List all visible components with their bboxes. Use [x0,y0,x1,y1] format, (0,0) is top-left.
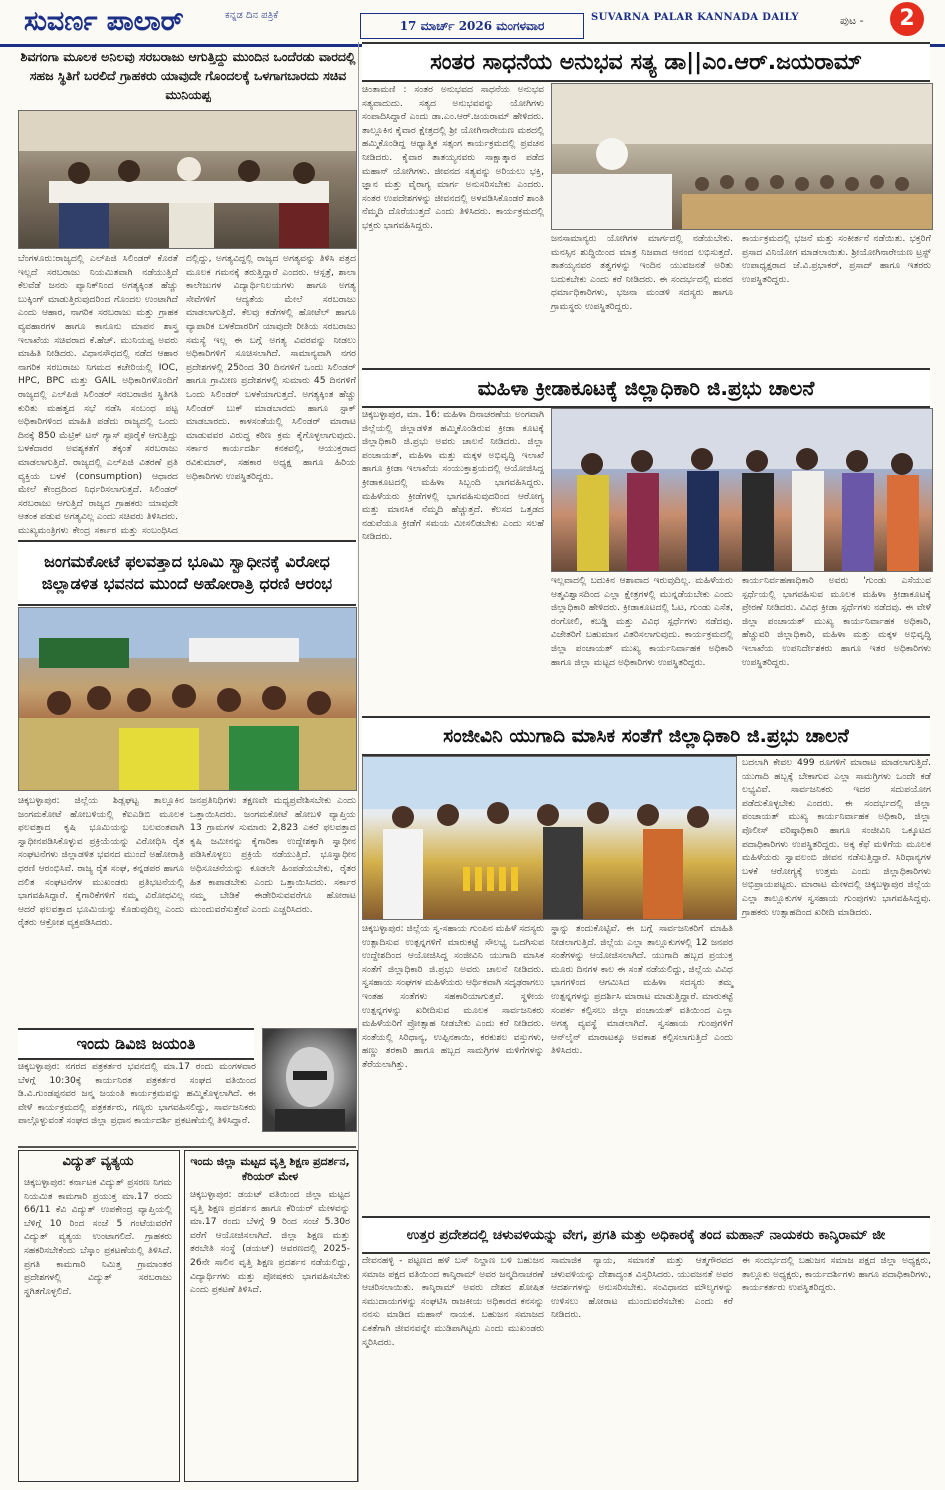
article-kanshiram-headline [362,1216,930,1254]
article-shivaganga-headline: ಶಿವಗಂಗಾ ಮೂಲಕ ಅನಿಲವು ಸರಬರಾಜು ಆಗುತ್ತಿದ್ದು ಮುಂದಿನ ಒಂದೆರಡು ವಾರದಲ್ಲಿ ಸಹಜ ಸ್ಥಿತಿಗೆ ಬರಲಿದೆ ಗ್ರಾಹಕರು ಯಾವುದೇ ಗೊಂದಲಕ್ಕೆ ಒಳಗಾಗಬಾರದು ಸಚಿವ ಮುನಿಯಪ್ಪ [20,49,356,102]
article-jayaram-col1: ಚಿಂತಾಮಣಿ : ಸಂತರ ಅನುಭವದ ಸಾಧನೆಯ ಅನುಭವ ಸತ್ಯವಾದುದು. ಸತ್ಯದ ಅನುಭವವನ್ನು ಯೋಗಿಗಳು ಸಂಪಾದಿಸಿದ್ದಾರೆ ಎಂದು ಡಾ.ಎಂ.ಆರ್.ಜಯರಾಮ್ ಹೇಳಿದರು. ತಾಲ್ಲೂಕಿನ ಕೈವಾರ ಕ್ಷೇತ್ರದಲ್ಲಿ ಶ್ರೀ ಯೋಗಿನಾರೇಯಣ ಮಠದಲ್ಲಿ ಹಮ್ಮಿಕೊಂಡಿದ್ದ ಆಧ್ಯಾತ್ಮಿಕ ಸತ್ಸಂಗ ಕಾರ್ಯಕ್ರಮದಲ್ಲಿ ಪ್ರವಚನ ನೀಡಿದರು. ಕೈವಾರ ತಾತಯ್ಯನವರು ಸಾಕ್ಷಾತ್ಕಾರ ಪಡೆದ ಮಹಾನ್ ಯೋಗಿಗಳು. ಜೀವನದ ಸತ್ಯವನ್ನು ಅರಿಯಲು ಭಕ್ತಿ, ಜ್ಞಾನ ಮತ್ತು ವೈರಾಗ್ಯ ಮಾರ್ಗ ಅನುಸರಿಸಬೇಕು ಎಂದರು. ಸಂತರ ಉಪದೇಶಗಳನ್ನು ಜೀವನದಲ್ಲಿ ಅಳವಡಿಸಿಕೊಂಡರೆ ಶಾಂತಿ ನೆಮ್ಮದಿ ದೊರೆಯುತ್ತದೆ ಎಂದು ತಿಳಿಸಿದರು. ಕಾರ್ಯಕ್ರಮದಲ್ಲಿ ಭಕ್ತರು ಭಾಗವಹಿಸಿದ್ದರು. [362,84,544,231]
photo-gas-meeting [18,110,357,249]
article-vidyut-body: ಚಿಕ್ಕಬಳ್ಳಾಪುರ: ಕರ್ನಾಟಕ ವಿದ್ಯುತ್ ಪ್ರಸರಣ ನಿಗಮ ನಿಯಮಿತ ಕಾಮಗಾರಿ ಪ್ರಯುಕ್ತ ಮಾ.17 ರಂದು 66/11 ಕೆವಿ ವಿದ್ಯುತ್ ಉಪಕೇಂದ್ರ ವ್ಯಾಪ್ತಿಯಲ್ಲಿ ಬೆಳಿಗ್ಗೆ 10 ರಿಂದ ಸಂಜೆ 5 ಗಂಟೆಯವರೆಗೆ ವಿದ್ಯುತ್ ವ್ಯತ್ಯಯ ಉಂಟಾಗಲಿದೆ. ಗ್ರಾಹಕರು ಸಹಕರಿಸಬೇಕೆಂದು ಬೆಸ್ಕಾಂ ಪ್ರಕಟಣೆಯಲ್ಲಿ ತಿಳಿಸಿದೆ. ಪ್ರಗತಿ ಕಾಮಗಾರಿ ನಿಮಿತ್ತ ಗ್ರಾಮಾಂತರ ಪ್ರದೇಶಗಳಲ್ಲಿ ವಿದ್ಯುತ್ ಸರಬರಾಜು ಸ್ಥಗಿತಗೊಳ್ಳಲಿದೆ. [24,1177,172,1297]
column-divider [358,42,359,1482]
fair-illustration [363,757,736,919]
article-sanjeevini-headline [362,716,930,756]
page-label: ಪುಟ - [840,14,864,27]
article-vidyut-headline: ವಿದ್ಯುತ್ ವ್ಯತ್ಯಯ [62,1154,134,1169]
article-kanshiram-col2: ಸಾಮಾಜಿಕ ನ್ಯಾಯ, ಸಮಾನತೆ ಮತ್ತು ಆತ್ಮಗೌರವದ ಚಳುವಳಿಯನ್ನು ದೇಶಾದ್ಯಂತ ವಿಸ್ತರಿಸಿದರು. ಯುವಜನತೆ ಅವರ ಆದರ್ಶಗಳನ್ನು ಅನುಸರಿಸಬೇಕು. ಸಂವಿಧಾನದ ಮೌಲ್ಯಗಳನ್ನು ಉಳಿಸಲು ಹೋರಾಟ ಮುಂದುವರೆಸಬೇಕು ಎಂದು ಕರೆ ನೀಡಿದರು. [551,1255,733,1321]
article-jangamakote-col1: ಚಿಕ್ಕಬಳ್ಳಾಪುರ: ಜಿಲ್ಲೆಯ ಶಿಡ್ಲಘಟ್ಟ ತಾಲ್ಲೂಕಿನ ಜಂಗಮಕೋಟೆ ಹೋಬಳಿಯಲ್ಲಿ ಕೆಐಎಡಿಬಿ ಮೂಲಕ ಫಲವತ್ತಾದ ಕೃಷಿ ಭೂಮಿಯನ್ನು ಬಲವಂತವಾಗಿ ಸ್ವಾಧೀನಪಡಿಸಿಕೊಳ್ಳುವ ಪ್ರಕ್ರಿಯೆಯನ್ನು ವಿರೋಧಿಸಿ ರೈತ ಸಂಘಟನೆಗಳು ಜಿಲ್ಲಾಡಳಿತ ಭವನದ ಮುಂದೆ ಅಹೋರಾತ್ರಿ ಧರಣಿ ಆರಂಭಿಸಿವೆ. ರಾಜ್ಯ ರೈತ ಸಂಘ, ಕನ್ನಡಪರ ಹಾಗೂ ದಲಿತ ಸಂಘಟನೆಗಳ ಮುಖಂಡರು ಪ್ರತಿಭಟನೆಯಲ್ಲಿ ಭಾಗವಹಿಸಿದ್ದಾರೆ. ಕೈಗಾರಿಕೆಗಳಿಗೆ ನಮ್ಮ ವಿರೋಧವಿಲ್ಲ ಆದರೆ ಫಲವತ್ತಾದ ಭೂಮಿಯನ್ನು ಕೊಡುವುದಿಲ್ಲ ಎಂದು ರೈತರು ಆಕ್ರೋಶ ವ್ಯಕ್ತಪಡಿಸಿದರು. [18,795,184,929]
protest-illustration [19,608,356,790]
newspaper-brand: ಸುವರ್ಣ ಪಾಲಾರ್ [24,6,184,37]
article-jayaram-headline [362,42,930,82]
photo-sports-inauguration [551,408,933,572]
gathering-illustration [552,84,932,229]
article-sanjeevini-col2: ಸ್ಥಾನ್ನು ತಂದುಕೊಟ್ಟಿವೆ. ಈ ಬಗ್ಗೆ ಸಾರ್ವಜನಿಕರಿಗೆ ಮಾಹಿತಿ ನೀಡಲಾಗುತ್ತಿದೆ. ಜಿಲ್ಲೆಯ ಎಲ್ಲಾ ತಾಲ್ಲೂಕುಗಳಲ್ಲಿ 12 ಜನಪರ ಸಂತೆಗಳನ್ನು ಆಯೋಜಿಸಲಾಗಿದೆ. ಯುಗಾದಿ ಹಬ್ಬದ ಪ್ರಯುಕ್ತ ಮೂರು ದಿನಗಳ ಕಾಲ ಈ ಸಂತೆ ನಡೆಯಲಿದ್ದು, ಜಿಲ್ಲೆಯ ವಿವಿಧ ಭಾಗಗಳಿಂದ ಆಗಮಿಸಿದ ಮಹಿಳಾ ಸದಸ್ಯರು ತಮ್ಮ ಉತ್ಪನ್ನಗಳನ್ನು ಪ್ರದರ್ಶಿಸಿ ಮಾರಾಟ ಮಾಡುತ್ತಿದ್ದಾರೆ. ಮಾರುಕಟ್ಟೆ ಸಂಪರ್ಕ ಕಲ್ಪಿಸಲು ಜಿಲ್ಲಾ ಪಂಚಾಯತ್ ವತಿಯಿಂದ ಎಲ್ಲಾ ಅಗತ್ಯ ವ್ಯವಸ್ಥೆ ಮಾಡಲಾಗಿದೆ. ಸ್ವಸಹಾಯ ಗುಂಪುಗಳಿಗೆ ಆನ್‌ಲೈನ್ ಮಾರಾಟಕ್ಕೂ ಅವಕಾಶ ಕಲ್ಪಿಸಲಾಗುತ್ತಿದೆ ಎಂದು ತಿಳಿಸಿದರು. [551,923,733,1057]
sanjeevini-headline-text: ಸಂಜೀವಿನಿ ಯುಗಾದಿ ಮಾಸಿಕ ಸಂತೆಗೆ ಜಿಲ್ಲಾಧಿಕಾರಿ ಜಿ.ಪ್ರಭು ಚಾಲನೆ [443,725,849,747]
article-kanshiram-col1: ದೇವನಹಳ್ಳಿ - ಪಟ್ಟಣದ ಹಳೆ ಬಸ್ ನಿಲ್ದಾಣ ಬಳಿ ಬಹುಜನ ಸಮಾಜ ಪಕ್ಷದ ವತಿಯಿಂದ ಕಾನ್ಶಿರಾಮ್ ಅವರ ಜನ್ಮದಿನಾಚರಣೆ ಆಚರಿಸಲಾಯಿತು. ಕಾನ್ಶಿರಾಮ್ ಅವರು ದೇಶದ ಶೋಷಿತ ಸಮುದಾಯಗಳನ್ನು ಸಂಘಟಿಸಿ ರಾಜಕೀಯ ಅಧಿಕಾರದ ಕನಸನ್ನು ನನಸು ಮಾಡಿದ ಮಹಾನ್ ನಾಯಕ. ಬಹುಜನ ಸಮಾಜದ ಏಕತೆಗಾಗಿ ಜೀವನವನ್ನೇ ಮುಡಿಪಾಗಿಟ್ಟರು ಎಂದು ಮುಖಂಡರು ಸ್ಮರಿಸಿದರು. [362,1255,544,1348]
article-sports-col2: ಇಲ್ಲವಾದಲ್ಲಿ ಬದುಕಿನ ಆಶಾವಾದ ಇರುವುದಿಲ್ಲ. ಮಹಿಳೆಯರು ಆತ್ಮವಿಶ್ವಾಸದಿಂದ ಎಲ್ಲಾ ಕ್ಷೇತ್ರಗಳಲ್ಲಿ ಮುನ್ನಡೆಯಬೇಕು ಎಂದು ಜಿಲ್ಲಾಧಿಕಾರಿ ಹೇಳಿದರು. ಕ್ರೀಡಾಕೂಟದಲ್ಲಿ ಓಟ, ಗುಂಡು ಎಸೆತ, ರಂಗೋಲಿ, ಕಬಡ್ಡಿ ಮತ್ತು ವಿವಿಧ ಸ್ಪರ್ಧೆಗಳು ನಡೆದವು. ವಿಜೇತರಿಗೆ ಬಹುಮಾನ ವಿತರಿಸಲಾಗುವುದು. ಕಾರ್ಯಕ್ರಮದಲ್ಲಿ ಜಿಲ್ಲಾ ಪಂಚಾಯತ್ ಮುಖ್ಯ ಕಾರ್ಯನಿರ್ವಾಹಕ ಅಧಿಕಾರಿ ಹಾಗೂ ಜಿಲ್ಲಾ ಮಟ್ಟದ ಅಧಿಕಾರಿಗಳು ಉಪಸ್ಥಿತರಿದ್ದರು. [551,575,733,668]
jangamakote-headline-text: ಜಂಗಮಕೋಟೆ ಫಲವತ್ತಾದ ಭೂಮಿ ಸ್ವಾಧೀನಕ್ಕೆ ವಿರೋಧ ಜಿಲ್ಲಾಡಳಿತ ಭವನದ ಮುಂದೆ ಅಹೋರಾತ್ರಿ ಧರಣಿ ಆರಂಭ [41,552,333,593]
jayaram-headline-text: ಸಂತರ ಸಾಧನೆಯ ಅನುಭವ ಸತ್ಯ ಡಾ||ಎಂ.ಆರ್.ಜಯರಾಮ್ [430,49,862,75]
meeting-illustration [19,111,356,248]
divider [18,1146,356,1148]
page-number-badge: 2 [890,2,924,36]
article-shivaganga-col1: ಬೆಂಗಳೂರು:ರಾಜ್ಯದಲ್ಲಿ ಎಲ್‌ಪಿಜಿ ಸಿಲಿಂಡರ್ ಕೊರತೆ ಇಲ್ಲದೆ ಸರಬರಾಜು ನಿಯಮಿತವಾಗಿ ನಡೆಯುತ್ತಿದೆ ಕೆಲವೆಡೆ ಜನರು ಪ್ಯಾನಿಕ್‌ನಿಂದ ಅಗತ್ಯಕ್ಕಿಂತ ಹೆಚ್ಚು ಬುಕ್ಕಿಂಗ್ ಮಾಡುತ್ತಿರುವುದರಿಂದ ಗೊಂದಲ ಉಂಟಾಗಿದೆ ಎಂದು ಆಹಾರ, ನಾಗರಿಕ ಸರಬರಾಜು ಮತ್ತು ಗ್ರಾಹಕ ವ್ಯವಹಾರಗಳ ಹಾಗೂ ಕಾನೂನು ಮಾಪನ ಶಾಸ್ತ್ರ ಇಲಾಖೆಯ ಸಚಿವರಾದ ಕೆ.ಹೆಚ್. ಮುನಿಯಪ್ಪ ಅವರು ಮಾಹಿತಿ ನೀಡಿದರು. ವಿಧಾನಸೌಧದಲ್ಲಿ ನಡೆದ ಆಹಾರ ನಾಗರಿಕ ಸರಬರಾಜು ನಿಗಮದ ಕಚೇರಿಯಲ್ಲಿ IOC, HPC, BPC ಮತ್ತು GAIL ಅಧಿಕಾರಿಗಳೊಂದಿಗೆ ರಾಜ್ಯದಲ್ಲಿ ಎಲ್‌ಪಿಜಿ ಸಿಲಿಂಡರ್ ಸರಬರಾಜಿನ ಸ್ಥಿತಿಗತಿ ಕುರಿತು ಮಹತ್ವದ ಸಭೆ ನಡೆಸಿ ಸಂಬಂಧ ಪಟ್ಟ ಅಧಿಕಾರಿಗಳಿಂದ ಮಾಹಿತಿ ಪಡೆದು ರಾಜ್ಯದಲ್ಲಿ ಒಂದು ದಿನಕ್ಕೆ 850 ಮೆಟ್ರಿಕ್ ಟನ್ ಗ್ಯಾಸ್ ಪೂರೈಕೆ ಆಗುತ್ತಿದ್ದು ಬಳಕೆದಾರರ ಅವಶ್ಯಕತೆಗೆ ತಕ್ಕಂತೆ ಸರಬರಾಜು ಮಾಡಲಾಗುತ್ತಿದೆ. ರಾಜ್ಯದಲ್ಲಿ ಎಲ್‌ಪಿಜಿ ವಿತರಣೆ ಪ್ರತಿ ವ್ಯಕ್ತಿಯ ಬಳಕೆ (consumption) ಆಧಾರದ ಮೇಲೆ ಕೇಂದ್ರದಿಂದ ನಿರ್ಧರಿಸಲಾಗುತ್ತದೆ. ಸಿಲಿಂಡರ್ ಸರಬರಾಜು ಆಗುತ್ತಿದೆ ರಾಜ್ಯದ ಗ್ರಾಹಕರು ಯಾವುದೇ ಆತಂಕ ಪಡುವ ಅಗತ್ಯವಿಲ್ಲ ಎಂದು ಸಚಿವರು ತಿಳಿಸಿದರು. ಮುಖ್ಯಮಂತ್ರಿಗಳು ಕೇಂದ್ರ ಸರ್ಕಾರ ಮತ್ತು ಸಂಬಂಧಿಸಿದ [18,253,178,536]
issue-date: 17 ಮಾರ್ಚ್ 2026 ಮಂಗಳವಾರ [360,13,584,39]
article-kanshiram-col3: ಈ ಸಂದರ್ಭದಲ್ಲಿ ಬಹುಜನ ಸಮಾಜ ಪಕ್ಷದ ಜಿಲ್ಲಾ ಅಧ್ಯಕ್ಷರು, ತಾಲ್ಲೂಕು ಅಧ್ಯಕ್ಷರು, ಕಾರ್ಯದರ್ಶಿಗಳು ಹಾಗೂ ಪದಾಧಿಕಾರಿಗಳು, ಕಾರ್ಯಕರ್ತರು ಉಪಸ್ಥಿತರಿದ್ದರು. [742,1255,931,1294]
portrait-illustration [263,1029,356,1131]
article-vrutti-headline: ಇಂದು ಜಿಲ್ಲಾ ಮಟ್ಟದ ವೃತ್ತಿ ಶಿಕ್ಷಣ ಪ್ರದರ್ಶನ, ಕೆರಿಯರ್ ಮೇಳ [190,1155,350,1183]
article-sports-col1: ಚಿಕ್ಕಬಳ್ಳಾಪುರ, ಮಾ. 16: ಮಹಿಳಾ ದಿನಾಚರಣೆಯ ಅಂಗವಾಗಿ ಜಿಲ್ಲೆಯಲ್ಲಿ ಜಿಲ್ಲಾಡಳಿತ ಹಮ್ಮಿಕೊಂಡಿರುವ ಕ್ರೀಡಾ ಕೂಟಕ್ಕೆ ಜಿಲ್ಲಾಧಿಕಾರಿ ಜಿ.ಪ್ರಭು ಅವರು ಚಾಲನೆ ನೀಡಿದರು. ಜಿಲ್ಲಾ ಪಂಚಾಯತ್, ಮಹಿಳಾ ಮತ್ತು ಮಕ್ಕಳ ಅಭಿವೃದ್ಧಿ ಇಲಾಖೆ ಹಾಗೂ ಕ್ರೀಡಾ ಇಲಾಖೆಯ ಸಂಯುಕ್ತಾಶ್ರಯದಲ್ಲಿ ಆಯೋಜಿಸಿದ್ದ ಕ್ರೀಡಾಕೂಟದಲ್ಲಿ ಮಹಿಳಾ ಸಿಬ್ಬಂದಿ ಭಾಗವಹಿಸಿದ್ದರು. ಮಹಿಳೆಯರು ಕ್ರೀಡೆಗಳಲ್ಲಿ ಭಾಗವಹಿಸುವುದರಿಂದ ಆರೋಗ್ಯ ಮತ್ತು ಮಾನಸಿಕ ನೆಮ್ಮದಿ ಹೆಚ್ಚುತ್ತದೆ. ಕೆಲಸದ ಒತ್ತಡದ ನಡುವೆಯೂ ಕ್ರೀಡೆಗೆ ಸಮಯ ಮೀಸಲಿಡಬೇಕು ಎಂದು ಸಲಹೆ ನೀಡಿದರು. [362,409,544,543]
article-dvg-body: ಚಿಕ್ಕಬಳ್ಳಾಪುರ: ನಗರದ ಪತ್ರಕರ್ತರ ಭವನದಲ್ಲಿ ಮಾ.17 ರಂದು ಮಂಗಳವಾರ ಬೆಳಗ್ಗೆ 10:30ಕ್ಕೆ ಕಾರ್ಯನಿರತ ಪತ್ರಕರ್ತರ ಸಂಘದ ವತಿಯಿಂದ ಡಿ.ವಿ.ಗುಂಡಪ್ಪನವರ ಜನ್ಮ ಜಯಂತಿ ಕಾರ್ಯಕ್ರಮವನ್ನು ಹಮ್ಮಿಕೊಳ್ಳಲಾಗಿದೆ. ಈ ವೇಳೆ ಕಾರ್ಯಕ್ರಮದಲ್ಲಿ ಪತ್ರಕರ್ತರು, ಗಣ್ಯರು ಭಾಗವಹಿಸಲಿದ್ದು, ಸಾರ್ವಜನಿಕರು ಪಾಲ್ಗೊಳ್ಳುವಂತೆ ಸಂಘದ ಜಿಲ್ಲಾ ಪ್ರಧಾನ ಕಾರ್ಯದರ್ಶಿ ಪ್ರಕಟಣೆಯಲ್ಲಿ ತಿಳಿಸಿದ್ದಾರೆ. [18,1061,256,1127]
kanshiram-headline-text: ಉತ್ತರ ಪ್ರದೇಶದಲ್ಲಿ ಚಳುವಳಿಯನ್ನು ವೇಗ, ಪ್ರಗತಿ ಮತ್ತು ಅಧಿಕಾರಕ್ಕೆ ತಂದ ಮಹಾನ್ ನಾಯಕರು ಕಾನ್ಶಿರಾಮ್ ಜೀ [406,1227,886,1243]
inauguration-illustration [552,409,932,571]
article-sanjeevini-col3: ಬದಲಾಗಿ ಕೇವಲ 499 ರೂಗಳಿಗೆ ಮಾರಾಟ ಮಾಡಲಾಗುತ್ತಿದೆ. ಯುಗಾದಿ ಹಬ್ಬಕ್ಕೆ ಬೇಕಾಗುವ ಎಲ್ಲಾ ಸಾಮಗ್ರಿಗಳು ಒಂದೇ ಕಡೆ ಲಭ್ಯವಿವೆ. ಸಾರ್ವಜನಿಕರು ಇದರ ಸದುಪಯೋಗ ಪಡೆದುಕೊಳ್ಳಬೇಕು ಎಂದರು. ಈ ಸಂದರ್ಭದಲ್ಲಿ ಜಿಲ್ಲಾ ಪಂಚಾಯತ್ ಮುಖ್ಯ ಕಾರ್ಯನಿರ್ವಾಹಕ ಅಧಿಕಾರಿ, ಜಿಲ್ಲಾ ಪೊಲೀಸ್ ವರಿಷ್ಠಾಧಿಕಾರಿ ಹಾಗೂ ಸಂಜೀವಿನಿ ಒಕ್ಕೂಟದ ಪದಾಧಿಕಾರಿಗಳು ಉಪಸ್ಥಿತರಿದ್ದರು. ಅಕ್ಕ ಕೆಫೆ ಮಳಿಗೆಯ ಮೂಲಕ ಮಹಿಳೆಯರು ಸ್ವಾವಲಂಬಿ ಜೀವನ ನಡೆಸುತ್ತಿದ್ದಾರೆ. ಸಿರಿಧಾನ್ಯಗಳ ಬಳಕೆ ಆರೋಗ್ಯಕ್ಕೆ ಉತ್ತಮ ಎಂದು ಜಿಲ್ಲಾಧಿಕಾರಿಗಳು ಅಭಿಪ್ರಾಯಪಟ್ಟರು. ಮಾರಾಟ ಮೇಳದಲ್ಲಿ ಚಿಕ್ಕಬಳ್ಳಾಪುರ ಜಿಲ್ಲೆಯ ಎಲ್ಲಾ ತಾಲ್ಲೂಕುಗಳ ಸ್ವಸಹಾಯ ಗುಂಪುಗಳು ಭಾಗವಹಿಸಿದ್ದವು. ಗ್ರಾಹಕರು ಉತ್ಸಾಹದಿಂದ ಖರೀದಿ ಮಾಡಿದರು. [742,757,931,918]
article-sanjeevini-col1: ಚಿಕ್ಕಬಳ್ಳಾಪುರ: ಜಿಲ್ಲೆಯ ಸ್ವ-ಸಹಾಯ ಗುಂಪಿನ ಮಹಿಳೆ ಸದಸ್ಯರು ಉತ್ಪಾದಿಸುವ ಉತ್ಪನ್ನಗಳಿಗೆ ಮಾರುಕಟ್ಟೆ ಸೌಲಭ್ಯ ಒದಗಿಸುವ ಉದ್ದೇಶದಿಂದ ಆಯೋಜಿಸಿದ್ದ ಸಂಜೀವಿನಿ ಯುಗಾದಿ ಮಾಸಿಕ ಸಂತೆಗೆ ಜಿಲ್ಲಾಧಿಕಾರಿ ಜಿ.ಪ್ರಭು ಅವರು ಚಾಲನೆ ನೀಡಿದರು. ಸ್ವಸಹಾಯ ಸಂಘಗಳ ಮಹಿಳೆಯರು ಆರ್ಥಿಕವಾಗಿ ಸದೃಢರಾಗಲು ಇಂತಹ ಸಂತೆಗಳು ಸಹಕಾರಿಯಾಗುತ್ತವೆ. ಸ್ಥಳೀಯ ಉತ್ಪನ್ನಗಳನ್ನು ಖರೀದಿಸುವ ಮೂಲಕ ಸಾರ್ವಜನಿಕರು ಮಹಿಳೆಯರಿಗೆ ಪ್ರೋತ್ಸಾಹ ನೀಡಬೇಕು ಎಂದು ಕರೆ ನೀಡಿದರು. ಸಂತೆಯಲ್ಲಿ ಸಿರಿಧಾನ್ಯ, ಉಪ್ಪಿನಕಾಯಿ, ಕರಕುಶಲ ವಸ್ತುಗಳು, ಹಣ್ಣು ತರಕಾರಿ ಹಾಗೂ ಹಬ್ಬದ ಸಾಮಗ್ರಿಗಳ ಮಳಿಗೆಗಳನ್ನು ತೆರೆಯಲಾಗಿತ್ತು. [362,923,544,1070]
photo-dvg-portrait [262,1028,357,1132]
english-masthead: SUVARNA PALAR KANNADA DAILY [591,12,799,23]
article-vrutti-body: ಚಿಕ್ಕಬಳ್ಳಾಪುರ: ಡಯಟ್ ವತಿಯಿಂದ ಜಿಲ್ಲಾ ಮಟ್ಟದ ವೃತ್ತಿ ಶಿಕ್ಷಣ ಪ್ರದರ್ಶನ ಹಾಗೂ ಕೆರಿಯರ್ ಮೇಳವನ್ನು ಮಾ.17 ರಂದು ಬೆಳಗ್ಗೆ 9 ರಿಂದ ಸಂಜೆ 5.30ರ ವರೆಗೆ ಆಯೋಜಿಸಲಾಗಿದೆ. ಜಿಲ್ಲಾ ಶಿಕ್ಷಣ ಮತ್ತು ತರಬೇತಿ ಸಂಸ್ಥೆ (ಡಯಟ್) ಆವರಣದಲ್ಲಿ 2025-26ನೇ ಸಾಲಿನ ವೃತ್ತಿ ಶಿಕ್ಷಣ ಪ್ರದರ್ಶನ ನಡೆಯಲಿದ್ದು, ವಿದ್ಯಾರ್ಥಿಗಳು ಮತ್ತು ಪೋಷಕರು ಭಾಗವಹಿಸಬೇಕು ಎಂದು ಪ್ರಕಟಣೆ ತಿಳಿಸಿದೆ. [190,1189,350,1296]
article-dvg-headline [18,1028,254,1060]
article-sports-headline [362,368,930,408]
photo-farmers-protest [18,607,357,791]
article-sports-col3: ಕಾರ್ಯನಿರ್ವಹಣಾಧಿಕಾರಿ ಅವರು 'ಗುಂಡು ಎಸೆಯುವ ಸ್ಪರ್ಧೆಯಲ್ಲಿ ಭಾಗವಹಿಸುವ ಮೂಲಕ ಮಹಿಳಾ ಕ್ರೀಡಾಕೂಟಕ್ಕೆ ಪ್ರೇರಣೆ ನೀಡಿದರು. ವಿವಿಧ ಕ್ರೀಡಾ ಸ್ಪರ್ಧೆಗಳು ನಡೆದವು. ಈ ವೇಳೆ ಜಿಲ್ಲಾ ಪಂಚಾಯತ್ ಮುಖ್ಯ ಕಾರ್ಯನಿರ್ವಾಹಕ ಅಧಿಕಾರಿ, ಹೆಚ್ಚುವರಿ ಜಿಲ್ಲಾಧಿಕಾರಿ, ಮಹಿಳಾ ಮತ್ತು ಮಕ್ಕಳ ಅಭಿವೃದ್ಧಿ ಇಲಾಖೆಯ ಉಪನಿರ್ದೇಶಕರು ಹಾಗೂ ಇತರ ಅಧಿಕಾರಿಗಳು ಉಪಸ್ಥಿತರಿದ್ದರು. [742,575,931,668]
article-jayaram-col2: ಜನಸಾಮಾನ್ಯರು ಯೋಗಿಗಳ ಮಾರ್ಗದಲ್ಲಿ ನಡೆಯಬೇಕು. ಮನಸ್ಸಿನ ಶುದ್ಧಿಯಿಂದ ಮಾತ್ರ ನಿಜವಾದ ಆನಂದ ಲಭಿಸುತ್ತದೆ. ತಾತಯ್ಯನವರ ತತ್ವಗಳನ್ನು ಇಂದಿನ ಯುವಜನತೆ ಅರಿತು ಬದುಕಬೇಕು ಎಂದು ಕರೆ ನೀಡಿದರು. ಈ ಸಂದರ್ಭದಲ್ಲಿ ಮಠದ ಧರ್ಮಾಧಿಕಾರಿಗಳು, ಭಜನಾ ಮಂಡಳಿ ಸದಸ್ಯರು ಹಾಗೂ ಗ್ರಾಮಸ್ಥರು ಉಪಸ್ಥಿತರಿದ್ದರು. [551,233,733,312]
article-shivaganga-col2: ದಲ್ಲಿದ್ದು, ಅಗತ್ಯವಿದ್ದಲ್ಲಿ ರಾಜ್ಯದ ಅಗತ್ಯವನ್ನು ತಿಳಿಸಿ ಪತ್ರದ ಮೂಲಕ ಗಮನಕ್ಕೆ ತರುತ್ತಿದ್ದಾರೆ ಎಂದರು. ಆಸ್ಪತ್ರೆ, ಶಾಲಾ ಕಾಲೇಜುಗಳ ವಿದ್ಯಾರ್ಥಿನಿಲಯಗಳು ಹಾಗೂ ಅಗತ್ಯ ಸೇವೆಗಳಿಗೆ ಆದ್ಯತೆಯ ಮೇಲೆ ಸರಬರಾಜು ಮಾಡಲಾಗುತ್ತಿದೆ. ಕೆಲವು ಕಡೆಗಳಲ್ಲಿ ಹೋಟೆಲ್ ಹಾಗೂ ವ್ಯಾಪಾರಿಕ ಬಳಕೆದಾರರಿಗೆ ಯಾವುದೇ ರೀತಿಯ ಸರಬರಾಜು ಸಮಸ್ಯೆ ಇಲ್ಲ ಈ ಬಗ್ಗೆ ಅಗತ್ಯ ವಿವರವನ್ನು ನೀಡಲು ಅಧಿಕಾರಿಗಳಿಗೆ ಸೂಚಿಸಲಾಗಿದೆ. ಸಾಮಾನ್ಯವಾಗಿ ನಗರ ಪ್ರದೇಶಗಳಲ್ಲಿ 25ರಿಂದ 30 ದಿನಗಳಿಗೆ ಒಂದು ಸಿಲಿಂಡರ್ ಹಾಗೂ ಗ್ರಾಮೀಣ ಪ್ರದೇಶಗಳಲ್ಲಿ ಸುಮಾರು 45 ದಿನಗಳಿಗೆ ಒಂದು ಸಿಲಿಂಡರ್ ಬಳಕೆಯಾಗುತ್ತದೆ. ಅಗತ್ಯಕ್ಕಿಂತ ಹೆಚ್ಚು ಸಿಲಿಂಡರ್ ಬುಕ್ ಮಾಡಬಾರದು ಹಾಗೂ ಸ್ಟಾಕ್ ಮಾಡಬಾರದು. ಕಾಳಸಂತೆಯಲ್ಲಿ ಸಿಲಿಂಡರ್ ಮಾರಾಟ ಮಾಡುವವರ ವಿರುದ್ಧ ಕಠಿಣ ಕ್ರಮ ಕೈಗೊಳ್ಳಲಾಗುವುದು. ಸರ್ಕಾರ ಕಾರ್ಯದರ್ಶಿ ಕನಕವಲ್ಲಿ, ಆಯುಕ್ತರಾದ ರವಿಕುಮಾರ್, ಸಹಕಾರ ಅಧ್ಯಕ್ಷ ಹಾಗೂ ಹಿರಿಯ ಅಧಿಕಾರಿಗಳು ಉಪಸ್ಥಿತರಿದ್ದರು. [186,253,356,482]
article-jangamakote-headline [18,540,356,606]
article-jayaram-col3: ಕಾರ್ಯಕ್ರಮದಲ್ಲಿ ಭಜನೆ ಮತ್ತು ಸಂಕೀರ್ತನೆ ನಡೆಯಿತು. ಭಕ್ತರಿಗೆ ಪ್ರಸಾದ ವಿನಿಯೋಗ ಮಾಡಲಾಯಿತು. ಶ್ರೀಯೋಗಿನಾರೇಯಣ ಟ್ರಸ್ಟ್ ಉಪಾಧ್ಯಕ್ಷರಾದ ಜೆ.ವಿ.ಪ್ರಭಾಕರ್, ಪ್ರಸಾದ್ ಹಾಗೂ ಇತರರು ಉಪಸ್ಥಿತರಿದ್ದರು. [742,233,931,285]
dvg-headline-text: ಇಂದು ಡಿವಿಜಿ ಜಯಂತಿ [76,1034,196,1053]
photo-sanjeevini-fair [362,756,737,920]
brand-tagline: ಕನ್ನಡ ದಿನ ಪತ್ರಿಕೆ [225,10,279,21]
photo-spiritual-gathering [551,83,933,230]
sports-headline-text: ಮಹಿಳಾ ಕ್ರೀಡಾಕೂಟಕ್ಕೆ ಜಿಲ್ಲಾಧಿಕಾರಿ ಜಿ.ಪ್ರಭು ಚಾಲನೆ [477,376,815,400]
article-jangamakote-col2: ಜನಪ್ರತಿನಿಧಿಗಳು ತಕ್ಷಣವೇ ಮಧ್ಯಪ್ರವೇಶಿಸಬೇಕು ಎಂದು ಒತ್ತಾಯಿಸಿದರು. ಜಂಗಮಕೋಟೆ ಹೋಬಳಿ ವ್ಯಾಪ್ತಿಯ 13 ಗ್ರಾಮಗಳ ಸುಮಾರು 2,823 ಎಕರೆ ಫಲವತ್ತಾದ ಕೃಷಿ ಜಮೀನನ್ನು ಕೈಗಾರಿಕಾ ಉದ್ದೇಶಕ್ಕಾಗಿ ಸ್ವಾಧೀನ ಪಡಿಸಿಕೊಳ್ಳಲು ಪ್ರಕ್ರಿಯೆ ನಡೆಯುತ್ತಿದೆ. ಭೂಸ್ವಾಧೀನ ಅಧಿಸೂಚನೆಯನ್ನು ಕೂಡಲೇ ಹಿಂಪಡೆಯಬೇಕು, ರೈತರ ಹಿತ ಕಾಪಾಡಬೇಕು ಎಂದು ಒತ್ತಾಯಿಸಿದರು. ಸರ್ಕಾರ ನಮ್ಮ ಬೇಡಿಕೆ ಈಡೇರಿಸುವವರೆಗೂ ಹೋರಾಟ ಮುಂದುವರೆಸುತ್ತೇವೆ ಎಂದು ಎಚ್ಚರಿಸಿದರು. [190,795,356,915]
